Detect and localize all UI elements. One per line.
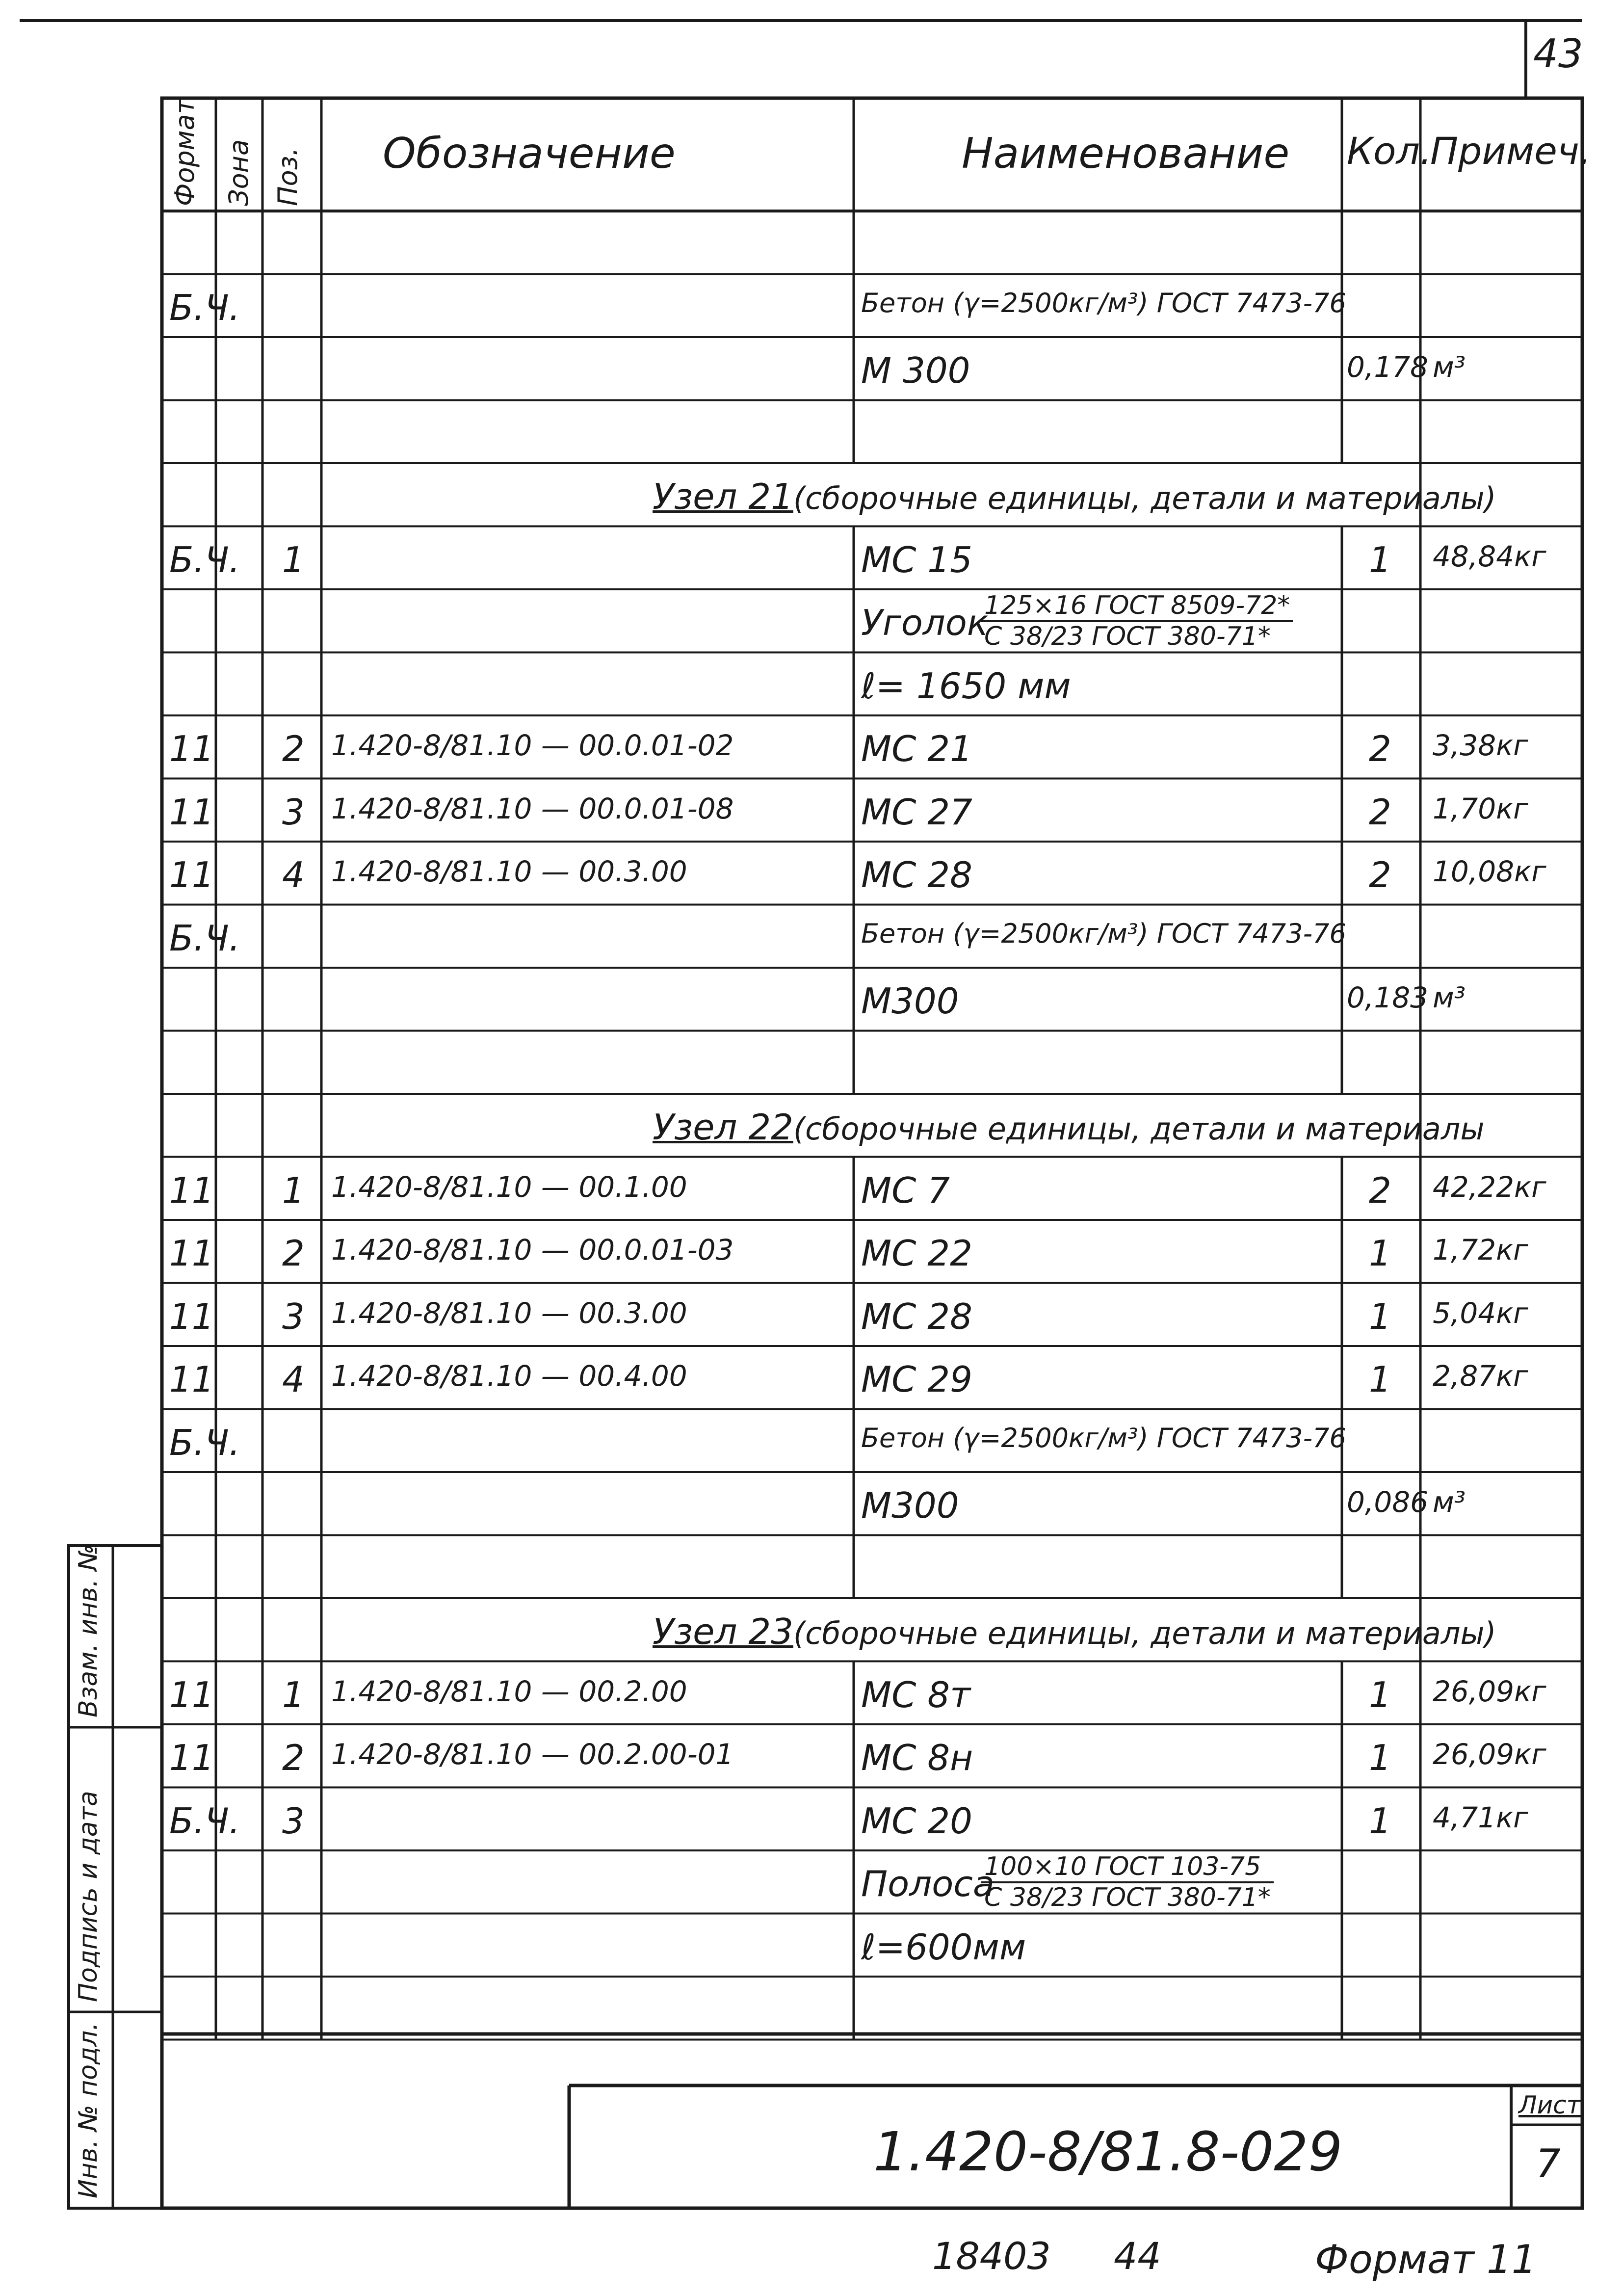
cell-note: 48,84кг — [1433, 539, 1546, 573]
fraction-denominator: С 38/23 ГОСТ 380-71* — [984, 1882, 1271, 1912]
cell-note: 1,70кг — [1433, 792, 1528, 825]
cell-name: М 300 — [861, 350, 970, 391]
cell-name: Бетон (γ=2500кг/м³) ГОСТ 7473-76 — [861, 918, 1346, 949]
cell-position: 1 — [282, 1674, 305, 1715]
section-header — [653, 1611, 1496, 1652]
cell-note: м³ — [1433, 350, 1466, 384]
cell-name: М300 — [861, 980, 959, 1022]
cell-name: МС 8т — [861, 1674, 971, 1715]
cell-quantity: 1 — [1369, 539, 1391, 581]
cell-designation: 1.420-8/81.10 — 00.2.00 — [331, 1674, 687, 1708]
cell-quantity: 2 — [1369, 728, 1391, 769]
cell-name: Полоса — [861, 1863, 995, 1904]
cell-name: МС 29 — [861, 1359, 972, 1400]
cell-quantity: 0,183 — [1347, 981, 1429, 1014]
cell-note: 4,71кг — [1433, 1800, 1528, 1834]
sheet-number: 7 — [1536, 2141, 1561, 2187]
section-title: Узел 23 — [653, 1611, 793, 1652]
cell-position: 2 — [282, 728, 305, 769]
cell-note: м³ — [1433, 981, 1466, 1014]
header-designation: Обозначение — [383, 129, 676, 178]
section-header — [653, 1107, 1485, 1148]
cell-name: ℓ=600мм — [861, 1926, 1026, 1968]
section-title: Узел 22 — [653, 1107, 793, 1148]
header-format: Формат — [169, 98, 200, 206]
cell-quantity: 1 — [1369, 1737, 1391, 1778]
cell-name: МС 28 — [861, 854, 972, 896]
cell-name: МС 28 — [861, 1295, 972, 1337]
cell-designation: 1.420-8/81.10 — 00.0.01-03 — [331, 1233, 734, 1267]
cell-format: Б.Ч. — [169, 1800, 240, 1842]
cell-format: 11 — [169, 1359, 214, 1400]
cell-name: Бетон (γ=2500кг/м³) ГОСТ 7473-76 — [861, 1422, 1346, 1453]
cell-position: 4 — [282, 854, 305, 896]
cell-format: Б.Ч. — [169, 1422, 240, 1463]
cell-name: МС 22 — [861, 1233, 972, 1274]
cell-note: м³ — [1433, 1485, 1466, 1519]
cell-position: 4 — [282, 1359, 305, 1400]
header-quantity: Кол. — [1347, 129, 1432, 173]
fraction-numerator: 125×16 ГОСТ 8509-72* — [981, 592, 1293, 622]
cell-position: 3 — [282, 1800, 305, 1842]
cell-quantity: 2 — [1369, 1169, 1391, 1211]
cell-quantity: 2 — [1369, 854, 1391, 896]
cell-note: 42,22кг — [1433, 1170, 1546, 1204]
cell-format: 11 — [169, 728, 214, 769]
archive-number: 18403 — [932, 2234, 1051, 2278]
cell-format: 11 — [169, 1169, 214, 1211]
document-number: 1.420-8/81.8-029 — [873, 2120, 1343, 2183]
section-title: Узел 21 — [653, 476, 793, 517]
cell-position: 2 — [282, 1233, 305, 1274]
cell-quantity: 1 — [1369, 1800, 1391, 1842]
cell-position: 3 — [282, 1295, 305, 1337]
cell-quantity: 0,086 — [1347, 1485, 1429, 1519]
cell-format: Б.Ч. — [169, 287, 240, 328]
cell-designation: 1.420-8/81.10 — 00.0.01-08 — [331, 792, 734, 825]
cell-format: 11 — [169, 854, 214, 896]
cell-designation: 1.420-8/81.10 — 00.1.00 — [331, 1170, 687, 1204]
cell-quantity: 1 — [1369, 1359, 1391, 1400]
cell-name: МС 27 — [861, 791, 972, 833]
side-label-signature-date: Подпись и дата — [74, 1791, 103, 2002]
cell-format: 11 — [169, 1674, 214, 1715]
cell-format: 11 — [169, 791, 214, 833]
cell-quantity: 1 — [1369, 1295, 1391, 1337]
cell-note: 26,09кг — [1433, 1738, 1546, 1771]
cell-format: 11 — [169, 1295, 214, 1337]
cell-position: 1 — [282, 539, 305, 581]
cell-quantity: 1 — [1369, 1674, 1391, 1715]
sheet-label: Лист — [1518, 2091, 1581, 2119]
cell-format: 11 — [169, 1737, 214, 1778]
side-label-inventory-original: Инв. № подл. — [74, 2022, 103, 2198]
header-position: Поз. — [272, 147, 303, 206]
header-zone: Зона — [223, 139, 254, 206]
cell-name: Уголок — [861, 602, 989, 643]
cell-designation: 1.420-8/81.10 — 00.0.01-02 — [331, 729, 734, 762]
cell-format: Б.Ч. — [169, 917, 240, 959]
section-description: (сборочные единицы, детали и материалы) — [793, 480, 1496, 516]
cell-note: 26,09кг — [1433, 1674, 1546, 1708]
cell-designation: 1.420-8/81.10 — 00.3.00 — [331, 855, 687, 888]
cell-position: 3 — [282, 791, 305, 833]
cell-quantity: 2 — [1369, 791, 1391, 833]
cell-designation: 1.420-8/81.10 — 00.3.00 — [331, 1296, 687, 1330]
cell-format: Б.Ч. — [169, 539, 240, 581]
section-header — [653, 476, 1496, 517]
cell-note: 3,38кг — [1433, 729, 1528, 762]
cell-quantity: 1 — [1369, 1233, 1391, 1274]
section-description: (сборочные единицы, детали и материалы) — [793, 1615, 1496, 1651]
fraction-denominator: С 38/23 ГОСТ 380-71* — [984, 621, 1271, 651]
cell-name: МС 15 — [861, 539, 972, 581]
cell-note: 10,08кг — [1433, 855, 1546, 888]
cell-note: 5,04кг — [1433, 1296, 1528, 1330]
sheet-format: Формат 11 — [1315, 2237, 1537, 2282]
cell-designation: 1.420-8/81.10 — 00.2.00-01 — [331, 1738, 734, 1771]
cell-name: Бетон (γ=2500кг/м³) ГОСТ 7473-76 — [861, 287, 1346, 318]
cell-name: МС 8н — [861, 1737, 973, 1778]
side-label-replacement-inventory: Взам. инв. № — [74, 1544, 103, 1717]
cell-name: М300 — [861, 1485, 959, 1526]
page-number: 43 — [1533, 31, 1583, 77]
header-name: Наименование — [962, 129, 1290, 178]
section-description: (сборочные единицы, детали и материалы — [793, 1111, 1485, 1147]
header-note: Примеч. — [1430, 129, 1591, 173]
cell-position: 1 — [282, 1169, 305, 1211]
copy-number: 44 — [1114, 2234, 1161, 2278]
cell-note: 1,72кг — [1433, 1233, 1528, 1267]
cell-position: 2 — [282, 1737, 305, 1778]
fraction-numerator: 100×10 ГОСТ 103-75 — [981, 1853, 1274, 1883]
cell-name: МС 20 — [861, 1800, 972, 1842]
cell-note: 2,87кг — [1433, 1359, 1528, 1393]
cell-name: ℓ= 1650 мм — [861, 665, 1071, 707]
material-spec-fraction — [981, 1853, 1274, 1911]
material-spec-fraction — [981, 592, 1293, 650]
cell-name: МС 21 — [861, 728, 972, 769]
cell-format: 11 — [169, 1233, 214, 1274]
cell-quantity: 0,178 — [1347, 350, 1429, 384]
cell-designation: 1.420-8/81.10 — 00.4.00 — [331, 1359, 687, 1393]
cell-name: МС 7 — [861, 1169, 950, 1211]
